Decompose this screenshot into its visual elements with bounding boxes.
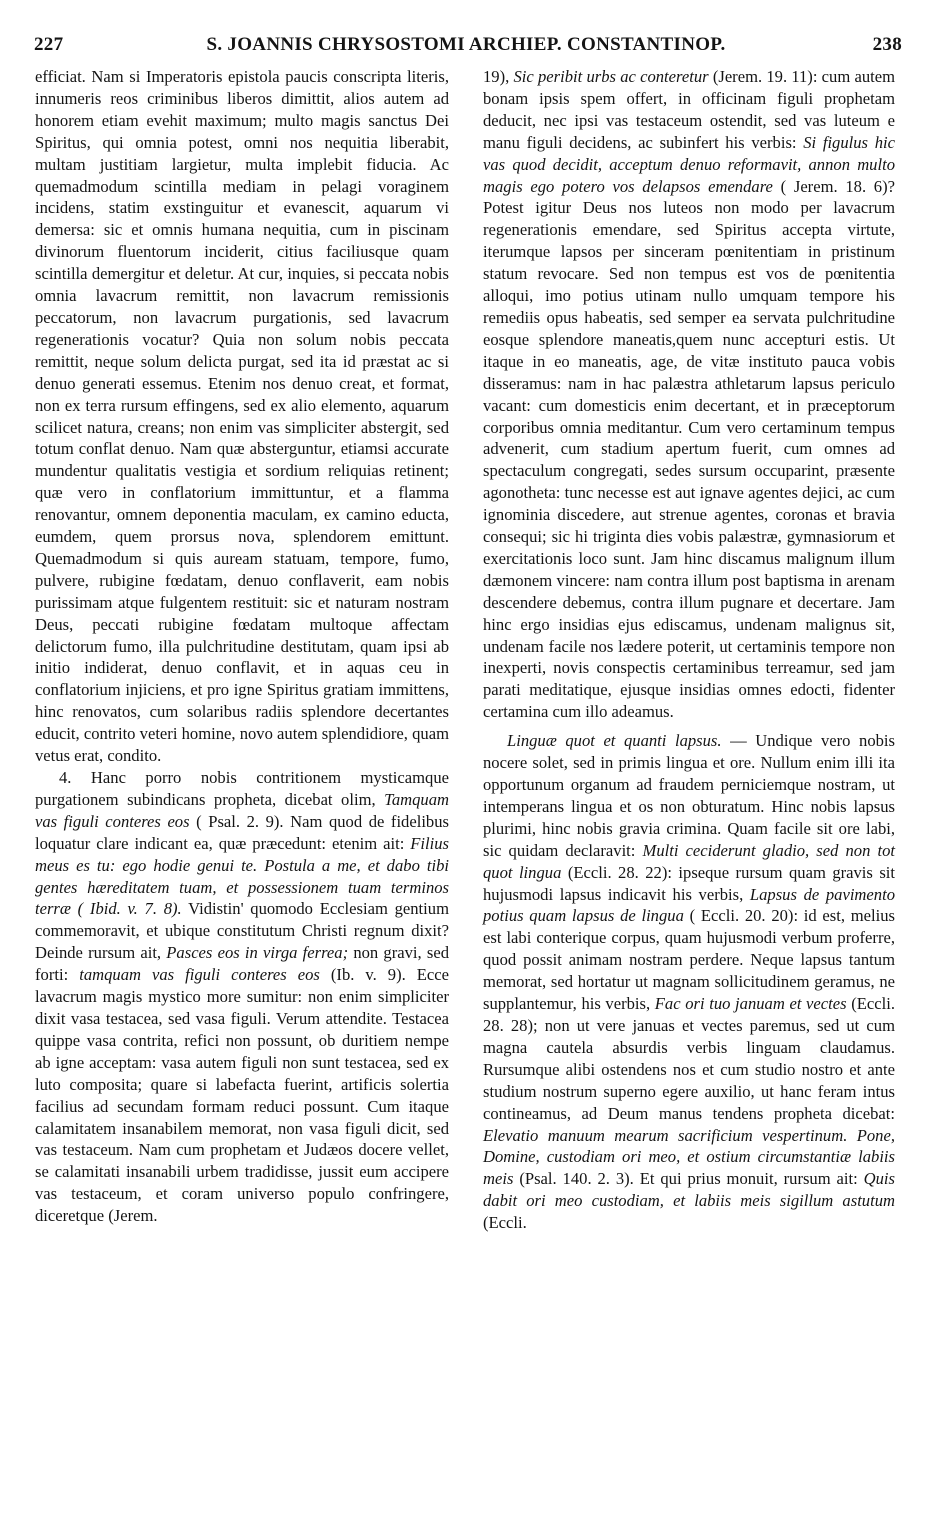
paragraph-text: (Psal. 140. 2. 3). Et qui prius monuit, rursum ait: bbox=[513, 1169, 864, 1189]
scripture-quote: Sic peribit urbs ac conteretur bbox=[513, 67, 709, 86]
running-title: S. JOANNIS CHRYSOSTOMI ARCHIEP. CONSTANTINOP. bbox=[206, 34, 726, 55]
page-number-left: 227 bbox=[34, 34, 64, 55]
paragraph-text: (Ib. v. 9). Ecce lavacrum magis mystico more sumitur: non enim simpliciter dixit vasa testacea, sed vasa figuli. Verum attendite. Testacea quippe vasa contrita, refici non possunt, ob duritiem nempe ab igne acceptam: vasa autem figuli non sunt testacea, sed ex luto composita; quare si labefacta fuerint, artificis solertia facilius ad secundam formam reduci possunt. Cum itaque calamitatem insanabilem memorat, non vasa figuli dicit, sed vas testaceum. Nam cum prophetam et Judæos docere vellet, se calamitati insanabili urbem tradidisse, jussit eum accipere vas testaceum, et coram universo populo confringere, diceretque (Jerem. bbox=[35, 965, 450, 1226]
paragraph-text: 4. Hanc porro nobis contritionem mysticamque purgationem subindicans propheta, dicebat olim, bbox=[35, 768, 449, 809]
right-column bbox=[483, 66, 895, 1234]
paragraph-text: ( Psal. 2. 9). Nam quod de fidelibus loquatur clare indicant ea, quæ præcedunt: etenim ait: bbox=[35, 811, 449, 853]
scripture-quote: Tamquam vas figuli conteres eos bbox=[35, 789, 449, 831]
paragraph-text: (Eccli. 28. 22): ipseque rursum quam gravis sit hujusmodi lapsus indicavit his verbis, bbox=[483, 862, 896, 904]
paragraph-text: 19), bbox=[483, 67, 514, 86]
section-heading: Linguæ quot et quanti lapsus. bbox=[507, 731, 722, 751]
scripture-quote: Filius meus es tu: ego hodie genui te. Postula a me, et dabo tibi gentes hæreditatem tuam, et possessionem tuam terminos terræ ( Ibid. v. 7. 8). bbox=[35, 833, 449, 919]
paragraph-text: (Eccli. bbox=[483, 1213, 527, 1233]
running-header bbox=[30, 34, 902, 64]
scripture-quote: Fac ori tuo januam et vectes bbox=[654, 994, 847, 1014]
scripture-quote: Pasces eos in virga ferrea; bbox=[166, 943, 349, 963]
scripture-quote: Si figulus hic vas quod decidit, acceptum denuo reformavit, annon multo magis ego potero vos delapsos emendare bbox=[483, 132, 895, 196]
paragraph-4 bbox=[35, 767, 449, 1227]
paragraph-text: ( Jerem. 18. 6)? Potest igitur Deus nos luteos non modo per lavacrum regenerationis emendare, sed Spiritus accepta virtute, iterumque lapsos per sinceram pœnitentiam in pristinum statum revocare. Sed non tempus est vos de pœnitentia alloqui, imo potius utinam nullo umquam tempore his remediis opus habeatis, sed semper ea servata pulchritudine eosque splendore maneatis,quem nunc accepturi estis. Ut itaque in eo maneatis, age, de vitæ instituto pauca vobis disseramus: nam in hac palæstra athletarum lapsus periculo vacant: cum domesticis enim decertant, et in præceptorum corporibus omnia meditantur. Cum vero certaminum tempus advenerit, cum stadium apertum fuerit, cum omnes ad spectaculum congregati, sedes sursum occuparint, præsente agonotheta: tunc necesse est aut ignave agentes dejici, ac cum ignominia discedere, aut strenue agentes, coronas et bravia consequi; sic hi triginta dies vobis palæstræ, gymnasiorum et exercitationis loco sunt. Jam hinc discamus malignum illum dæmonem vincere: nam contra illum post baptisma in arenam descendere debemus, contra illum pugnare et decertare. Jam hinc ergo insidias ejus ediscamus, undenam malignus sit, undenam facile nos lædere poterit, ut certaminis tempore non inexperti, novis conspectis certaminibus terreamur, sed jam parati meditatique, ejusque insidias omnes edocti, fidenter certamina cum illo adeamus. bbox=[483, 176, 895, 722]
scripture-quote: Quis dabit ori meo custodiam, et labiis meis sigillum astutum bbox=[483, 1169, 895, 1211]
paragraph-text: non gravi, sed forti: bbox=[35, 943, 450, 985]
scripture-quote: Multi ceciderunt gladio, sed non tot quot lingua bbox=[483, 840, 895, 882]
left-column bbox=[35, 66, 449, 1227]
paragraph-text: Vidistin' quomodo Ecclesiam gentium commemoravit, et ubique constitutum Christi regnum dixit? Deinde rursum ait, bbox=[35, 899, 449, 963]
paragraph-text: (Jerem. 19. 11): cum autem bonam ipsis spem offert, in officinam figuli prophetam deducit, nec ipsi vas testaceum ostendit, sed vas luteum e manu figuli decidens, ac subinfert his verbis: bbox=[483, 67, 895, 152]
scripture-quote: Lapsus de pavimento potius quam lapsus de lingua bbox=[483, 884, 895, 926]
scripture-quote: Elevatio manuum mearum sacrificium vespertinum. Pone, Domine, custodiam ori meo, et ostium circumstantiæ labiis meis bbox=[483, 1125, 895, 1189]
paragraph-text: ( Eccli. 20. 20): id est, melius est labi conterique corpus, quam hujusmodi verbum proferre, quod possit animam nostram perdere. Neque lapsus tantum memorat, sed hortatur ut magnam sollicitudinem geramus, ne supplantemur, his verbis, bbox=[483, 906, 895, 1014]
paragraph-text: (Eccli. 28. 28); non ut vere januas et vectes paremus, sed ut cum magna cautela absurdis verbis linguam claudamus. Rursumque alibi ostendens nos et cum studio nostro et ante studium nostrum superno egere auxilio, ut hanc feram intus contineamus, ad Deum manus tendens propheta dicebat: bbox=[483, 994, 895, 1123]
page-number-right: 238 bbox=[872, 34, 902, 55]
paragraph-tongue bbox=[483, 730, 895, 1234]
paragraph-continued bbox=[483, 66, 895, 723]
paragraph-text: — Undique vero nobis nocere solet, sed in primis lingua et ore. Nullum enim illi ita opportunum organum ad fraudem perniciemque nostram, ut intemperans lingua et os non obturatum. Hinc nobis lapsus plurimi, hinc nobis gravia crimina. Quam facile sit ore labi, sic quidam declaravit: bbox=[483, 731, 895, 860]
scripture-quote: tamquam vas figuli conteres eos bbox=[79, 965, 320, 985]
paragraph-continued: efficiat. Nam si Imperatoris epistola paucis conscripta literis, innumeris reos criminibus liberos dimittit, alios autem ad honorem etiam evehit maximum; multo magis sanctus Dei Spiritus, qui omnia potest, omni nos nequitia liberabit, multam justitiam largietur, multa implebit fiducia. Ac quemadmodum scintilla mediam in pelagi voraginem incidens, statim exstinguitur et evanescit, aquarum vi demersa: sic et omnis humana nequitia, cum in piscinam divinorum fluentorum inciderit, citius faciliusque quam scintilla demergitur et deletur. At cur, inquies, si peccata nobis omnia lavacrum remittit, non lavacrum remissionis peccatorum, non lavacrum purgationis, sed lavacrum regenerationis vocatur? Quia non solum nobis peccata remittit, neque solum delicta purgat, sed ita id præstat ac si denuo generati essemus. Etenim nos denuo creat, et format, non ex terra rursum effingens, sed ex alio elemento, aquarum scilicet natura, creans; non enim vas simpliciter abstergit, sed totum conflat denuo. Nam quæ absterguntur, etiamsi accurate mundentur qualitatis vestigia et sordium reliquias retinent; quæ vero in conflatorium immittuntur, et a flamma renovantur, omnem deponentia maculam, ex camino educta, eumdem, quem prorsus nova, splendorem emittunt. Quemadmodum si quis auream statuam, tempore, fumo, pulvere, rubigine fœdatam, denuo conflaverit, eam nobis purissimam atque fulgentem restituit: sic et naturam nostram Deus, peccati rubigine fœdatam multoque affectam delictorum fumo, illa pulchritudine destitutam, quam ipsi ab initio indiderat, denuo conflavit, et in aquas ceu in conflatorium injiciens, et pro igne Spiritus gratiam immittens, hinc renovatos, cum solaribus radiis splendore decertantes educit, contrito veteri homine, novo autem splendidiore, quam vetus erat, condito. bbox=[35, 67, 449, 766]
